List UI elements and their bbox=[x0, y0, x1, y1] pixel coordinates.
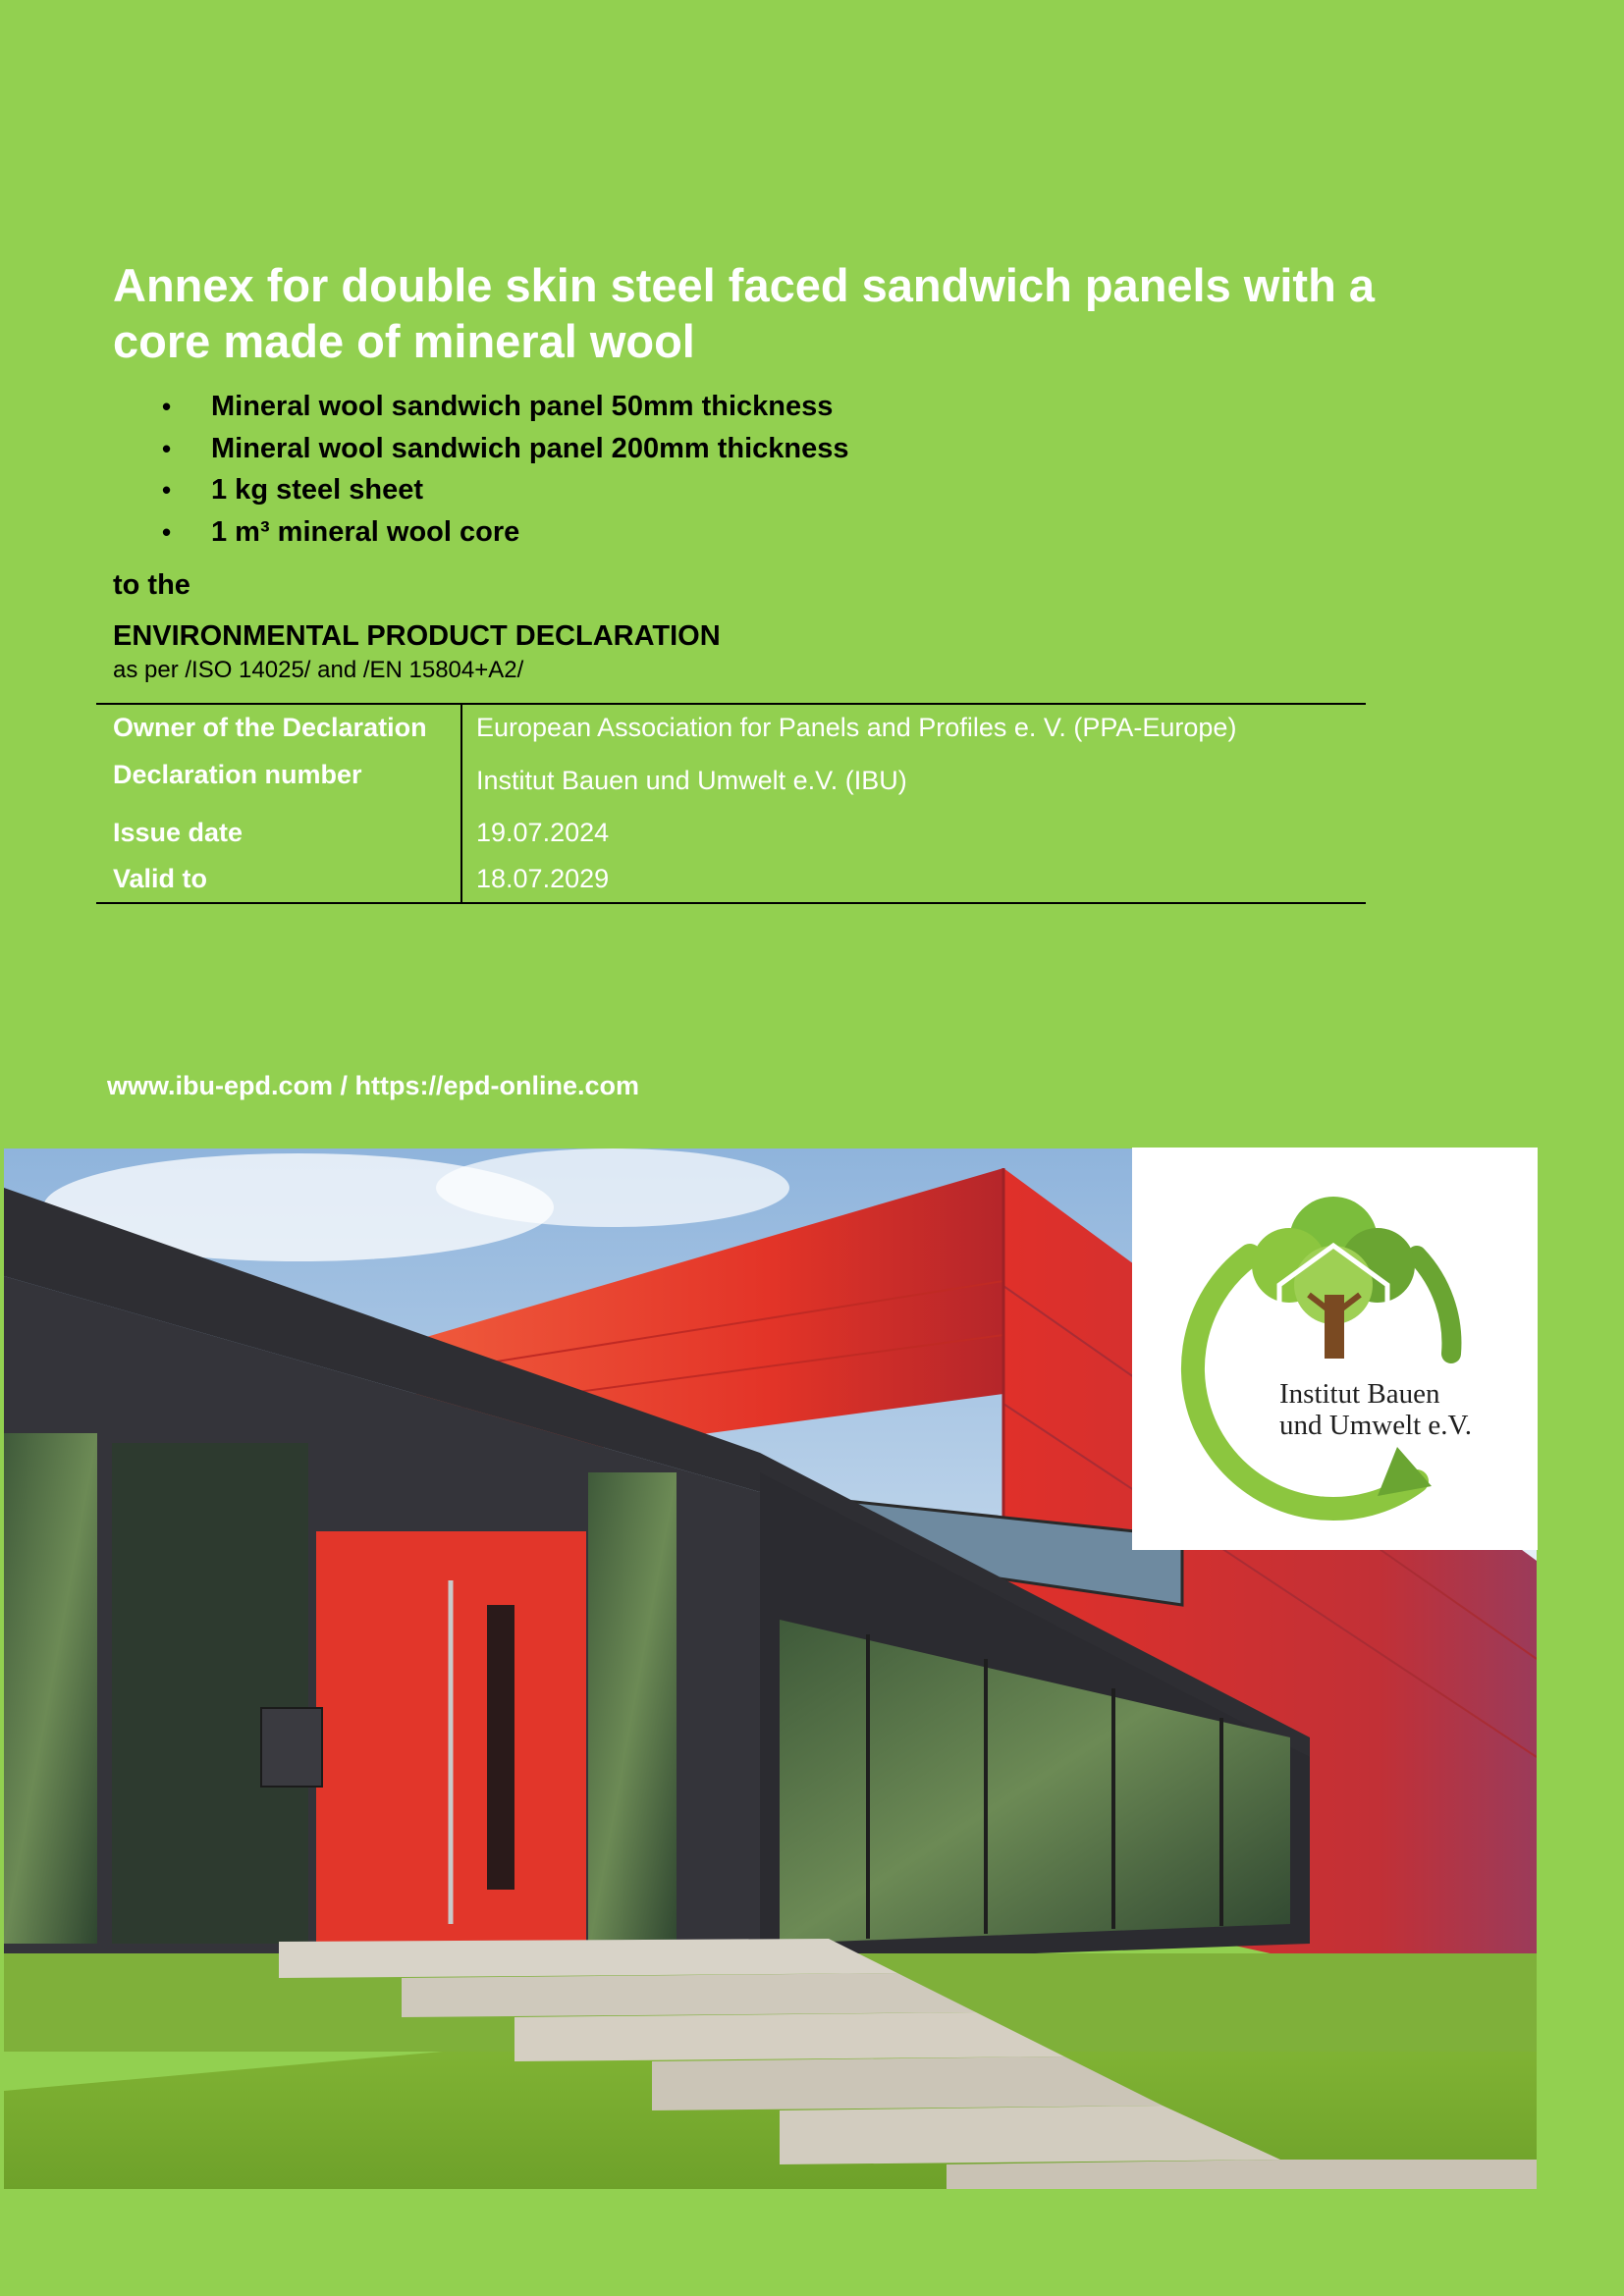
logo-line-1: Institut Bauen bbox=[1279, 1378, 1440, 1410]
declaration-table bbox=[96, 703, 1366, 904]
list-item: • 1 kg steel sheet bbox=[113, 469, 848, 511]
logo-line-2: und Umwelt e.V. bbox=[1279, 1410, 1473, 1441]
declaration-number-label: Declaration number bbox=[113, 760, 362, 789]
logo-text bbox=[1279, 1378, 1515, 1441]
ibu-logo bbox=[1132, 1148, 1538, 1550]
bullet-icon: • bbox=[162, 516, 172, 547]
epd-standards: as per /ISO 14025/ and /EN 15804+A2/ bbox=[113, 657, 524, 683]
epd-heading: ENVIRONMENTAL PRODUCT DECLARATION bbox=[113, 620, 721, 652]
bullet-icon: • bbox=[162, 392, 172, 421]
ibu-tree-icon bbox=[1132, 1148, 1538, 1550]
valid-to-label: Valid to bbox=[113, 864, 208, 893]
table-divider bbox=[460, 705, 462, 902]
list-item: • 1 m³ mineral wool core bbox=[113, 511, 848, 554]
bullet-icon: • bbox=[162, 433, 172, 463]
issue-date-label: Issue date bbox=[113, 818, 244, 847]
issue-date-value: 19.07.2024 bbox=[476, 818, 610, 847]
declaration-number-value: Institut Bauen und Umwelt e.V. (IBU) bbox=[476, 766, 907, 795]
to-the-text: to the bbox=[113, 569, 190, 601]
owner-label: Owner of the Declaration bbox=[113, 713, 427, 742]
list-item: • Mineral wool sandwich panel 50mm thickness bbox=[113, 386, 848, 428]
product-list bbox=[113, 386, 848, 553]
bullet-icon: • bbox=[162, 475, 172, 505]
valid-to-value: 18.07.2029 bbox=[476, 864, 610, 893]
document-title: Annex for double skin steel faced sandwich panels with a core made of mineral wool bbox=[113, 259, 1375, 367]
owner-value: European Association for Panels and Profiles e. V. (PPA-Europe) bbox=[476, 713, 1237, 742]
list-item: • Mineral wool sandwich panel 200mm thickness bbox=[113, 428, 848, 470]
website-url[interactable]: www.ibu-epd.com / https://epd-online.com bbox=[107, 1071, 639, 1100]
